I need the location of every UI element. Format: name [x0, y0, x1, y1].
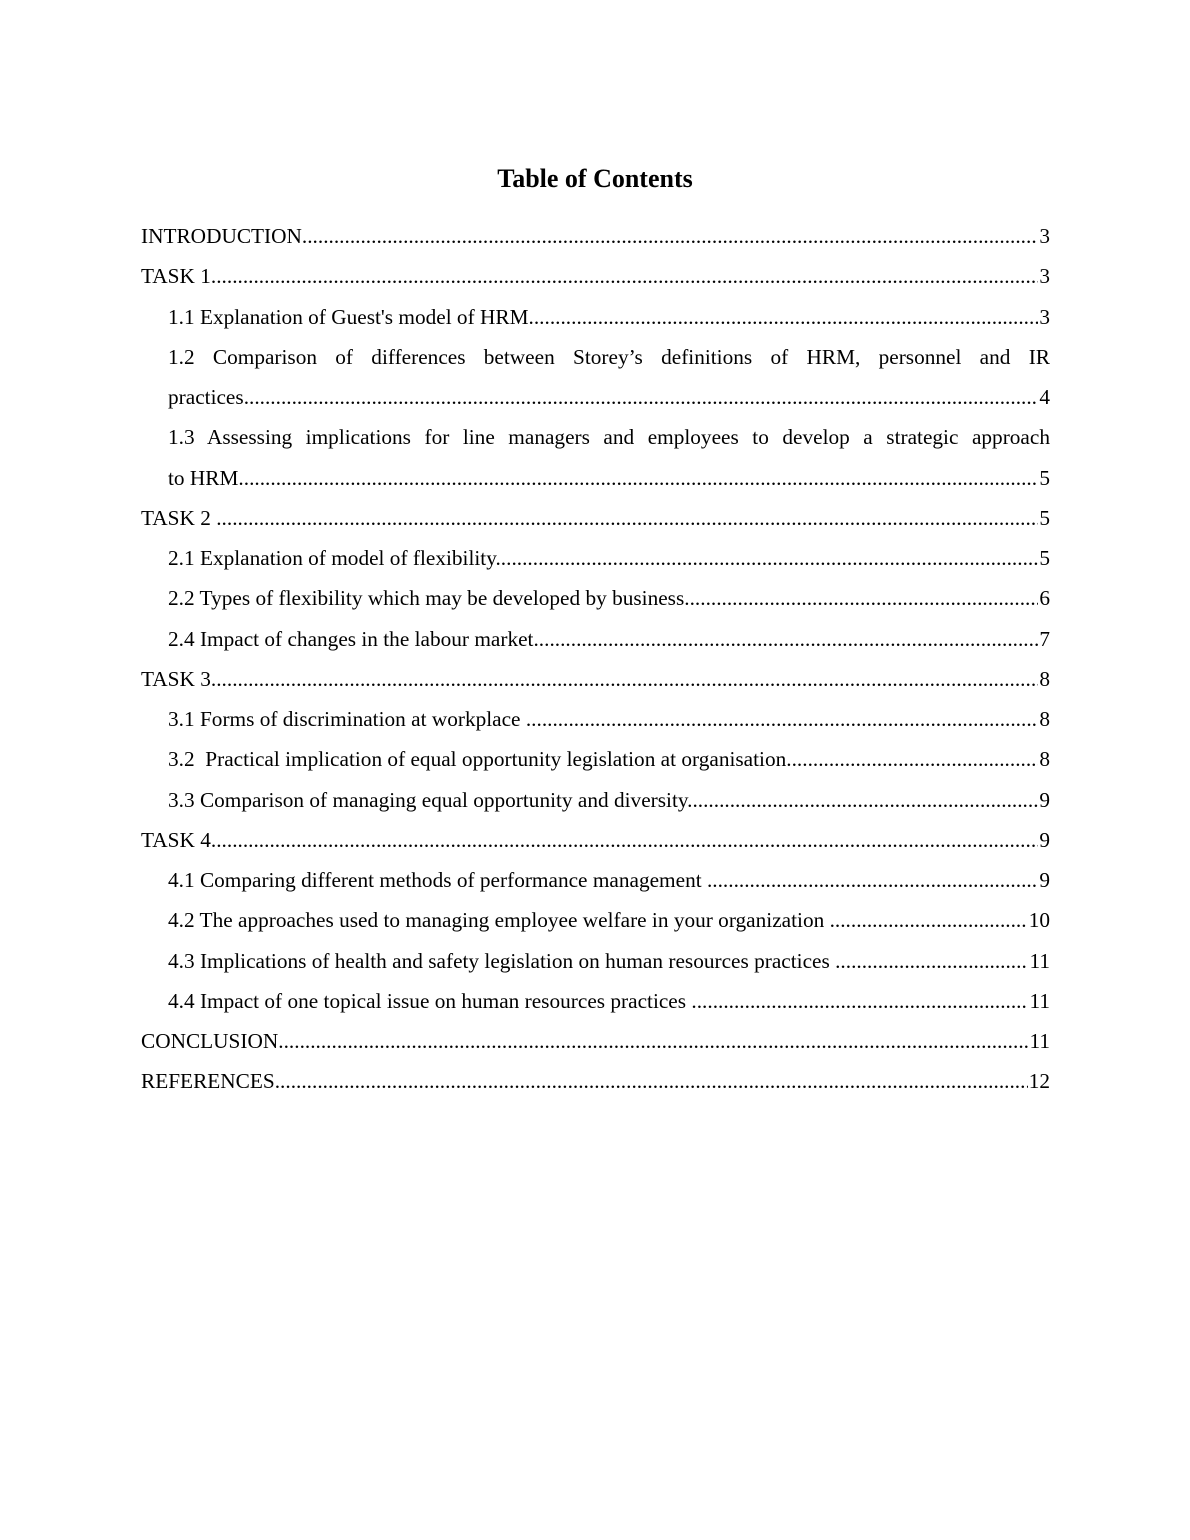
toc-entry-label: INTRODUCTION	[141, 224, 302, 248]
toc-page-number: 3	[1038, 297, 1050, 337]
toc-entry-2-1[interactable]	[168, 538, 1050, 578]
toc-entry-label: 2.2 Types of flexibility which may be developed by business	[168, 586, 685, 611]
toc-page-number: 10	[1028, 900, 1050, 940]
toc-entry-1-2[interactable]	[168, 337, 1050, 418]
toc-page-number: 5	[1038, 458, 1050, 498]
toc-entry-2-2[interactable]	[168, 578, 1050, 618]
toc-entry-4-1[interactable]	[168, 860, 1050, 900]
toc-entry-label: 2.4 Impact of changes in the labour market	[168, 626, 534, 651]
toc-entry-label-line-2: practices	[168, 385, 244, 409]
toc-entry-3-2[interactable]	[168, 739, 1050, 779]
toc-entry-label: TASK 2	[141, 505, 217, 530]
toc-entry-label: 4.2 The approaches used to managing employee welfare in your organization	[168, 908, 830, 933]
toc-page-number: 7	[1038, 619, 1050, 659]
toc-page-number: 5	[1038, 538, 1050, 578]
toc-page-number: 6	[1038, 578, 1050, 618]
toc-entry-task-1[interactable]	[141, 256, 1050, 296]
toc-entry-2-4[interactable]	[168, 619, 1050, 659]
toc-entry-task-4[interactable]	[141, 820, 1050, 860]
toc-page-number: 11	[1028, 941, 1050, 981]
toc-entry-4-4[interactable]	[168, 981, 1050, 1021]
toc-entry-1-1[interactable]	[168, 297, 1050, 337]
toc-entry-label: TASK 4	[141, 827, 211, 852]
toc-entry-label-line-1: 1.3 Assessing implications for line managers and employees to develop a strategic approach	[168, 425, 1050, 450]
toc-entry-introduction[interactable]	[141, 216, 1050, 256]
toc-entry-label: 4.3 Implications of health and safety legislation on human resources practices	[168, 948, 836, 973]
toc-page-number: 4	[1038, 377, 1050, 417]
toc-page-number: 8	[1038, 739, 1050, 779]
toc-entry-label: 3.2 Practical implication of equal opportunity legislation at organisation	[168, 747, 787, 772]
toc-entry-label: 4.4 Impact of one topical issue on human resources practices	[168, 988, 692, 1013]
toc-page-number: 9	[1038, 780, 1050, 820]
toc-entry-4-2[interactable]	[168, 900, 1050, 940]
toc-entry-label: REFERENCES	[141, 1069, 275, 1094]
toc-page-number: 11	[1028, 981, 1050, 1021]
toc-page-number: 3	[1038, 256, 1050, 296]
toc-page-number: 3	[1038, 216, 1050, 256]
toc-page-number: 9	[1038, 860, 1050, 900]
toc-entry-label: CONCLUSION	[141, 1029, 279, 1053]
toc-entry-label: 4.1 Comparing different methods of performance management	[168, 868, 707, 892]
toc-entry-label: 3.1 Forms of discrimination at workplace	[168, 707, 526, 731]
toc-entry-label: TASK 1	[141, 264, 211, 289]
table-of-contents	[141, 216, 1050, 1102]
toc-page-number: 8	[1038, 659, 1050, 699]
toc-entry-conclusion[interactable]	[141, 1021, 1050, 1061]
toc-page-number: 11	[1028, 1021, 1050, 1061]
toc-entry-task-3[interactable]	[141, 659, 1050, 699]
toc-page-number: 9	[1038, 820, 1050, 860]
toc-entry-label: 3.3 Comparison of managing equal opportunity and diversity	[168, 787, 688, 812]
toc-entry-3-1[interactable]	[168, 699, 1050, 739]
toc-page-number: 8	[1038, 699, 1050, 739]
toc-entry-label-line-1: 1.2 Comparison of differences between Storey’s definitions of HRM, personnel and IR	[168, 344, 1050, 369]
toc-page-number: 12	[1028, 1061, 1050, 1101]
toc-entry-references[interactable]	[141, 1061, 1050, 1101]
toc-entry-1-3[interactable]	[168, 417, 1050, 498]
toc-entry-label-line-2: to HRM	[168, 465, 239, 490]
toc-page-number: 5	[1038, 498, 1050, 538]
toc-entry-label: 1.1 Explanation of Guest's model of HRM	[168, 304, 529, 329]
toc-entry-task-2[interactable]	[141, 498, 1050, 538]
toc-entry-4-3[interactable]	[168, 941, 1050, 981]
page-title: Table of Contents	[497, 164, 693, 193]
toc-entry-label: TASK 3	[141, 666, 211, 691]
toc-entry-label: 2.1 Explanation of model of flexibility	[168, 546, 496, 570]
toc-entry-3-3[interactable]	[168, 780, 1050, 820]
